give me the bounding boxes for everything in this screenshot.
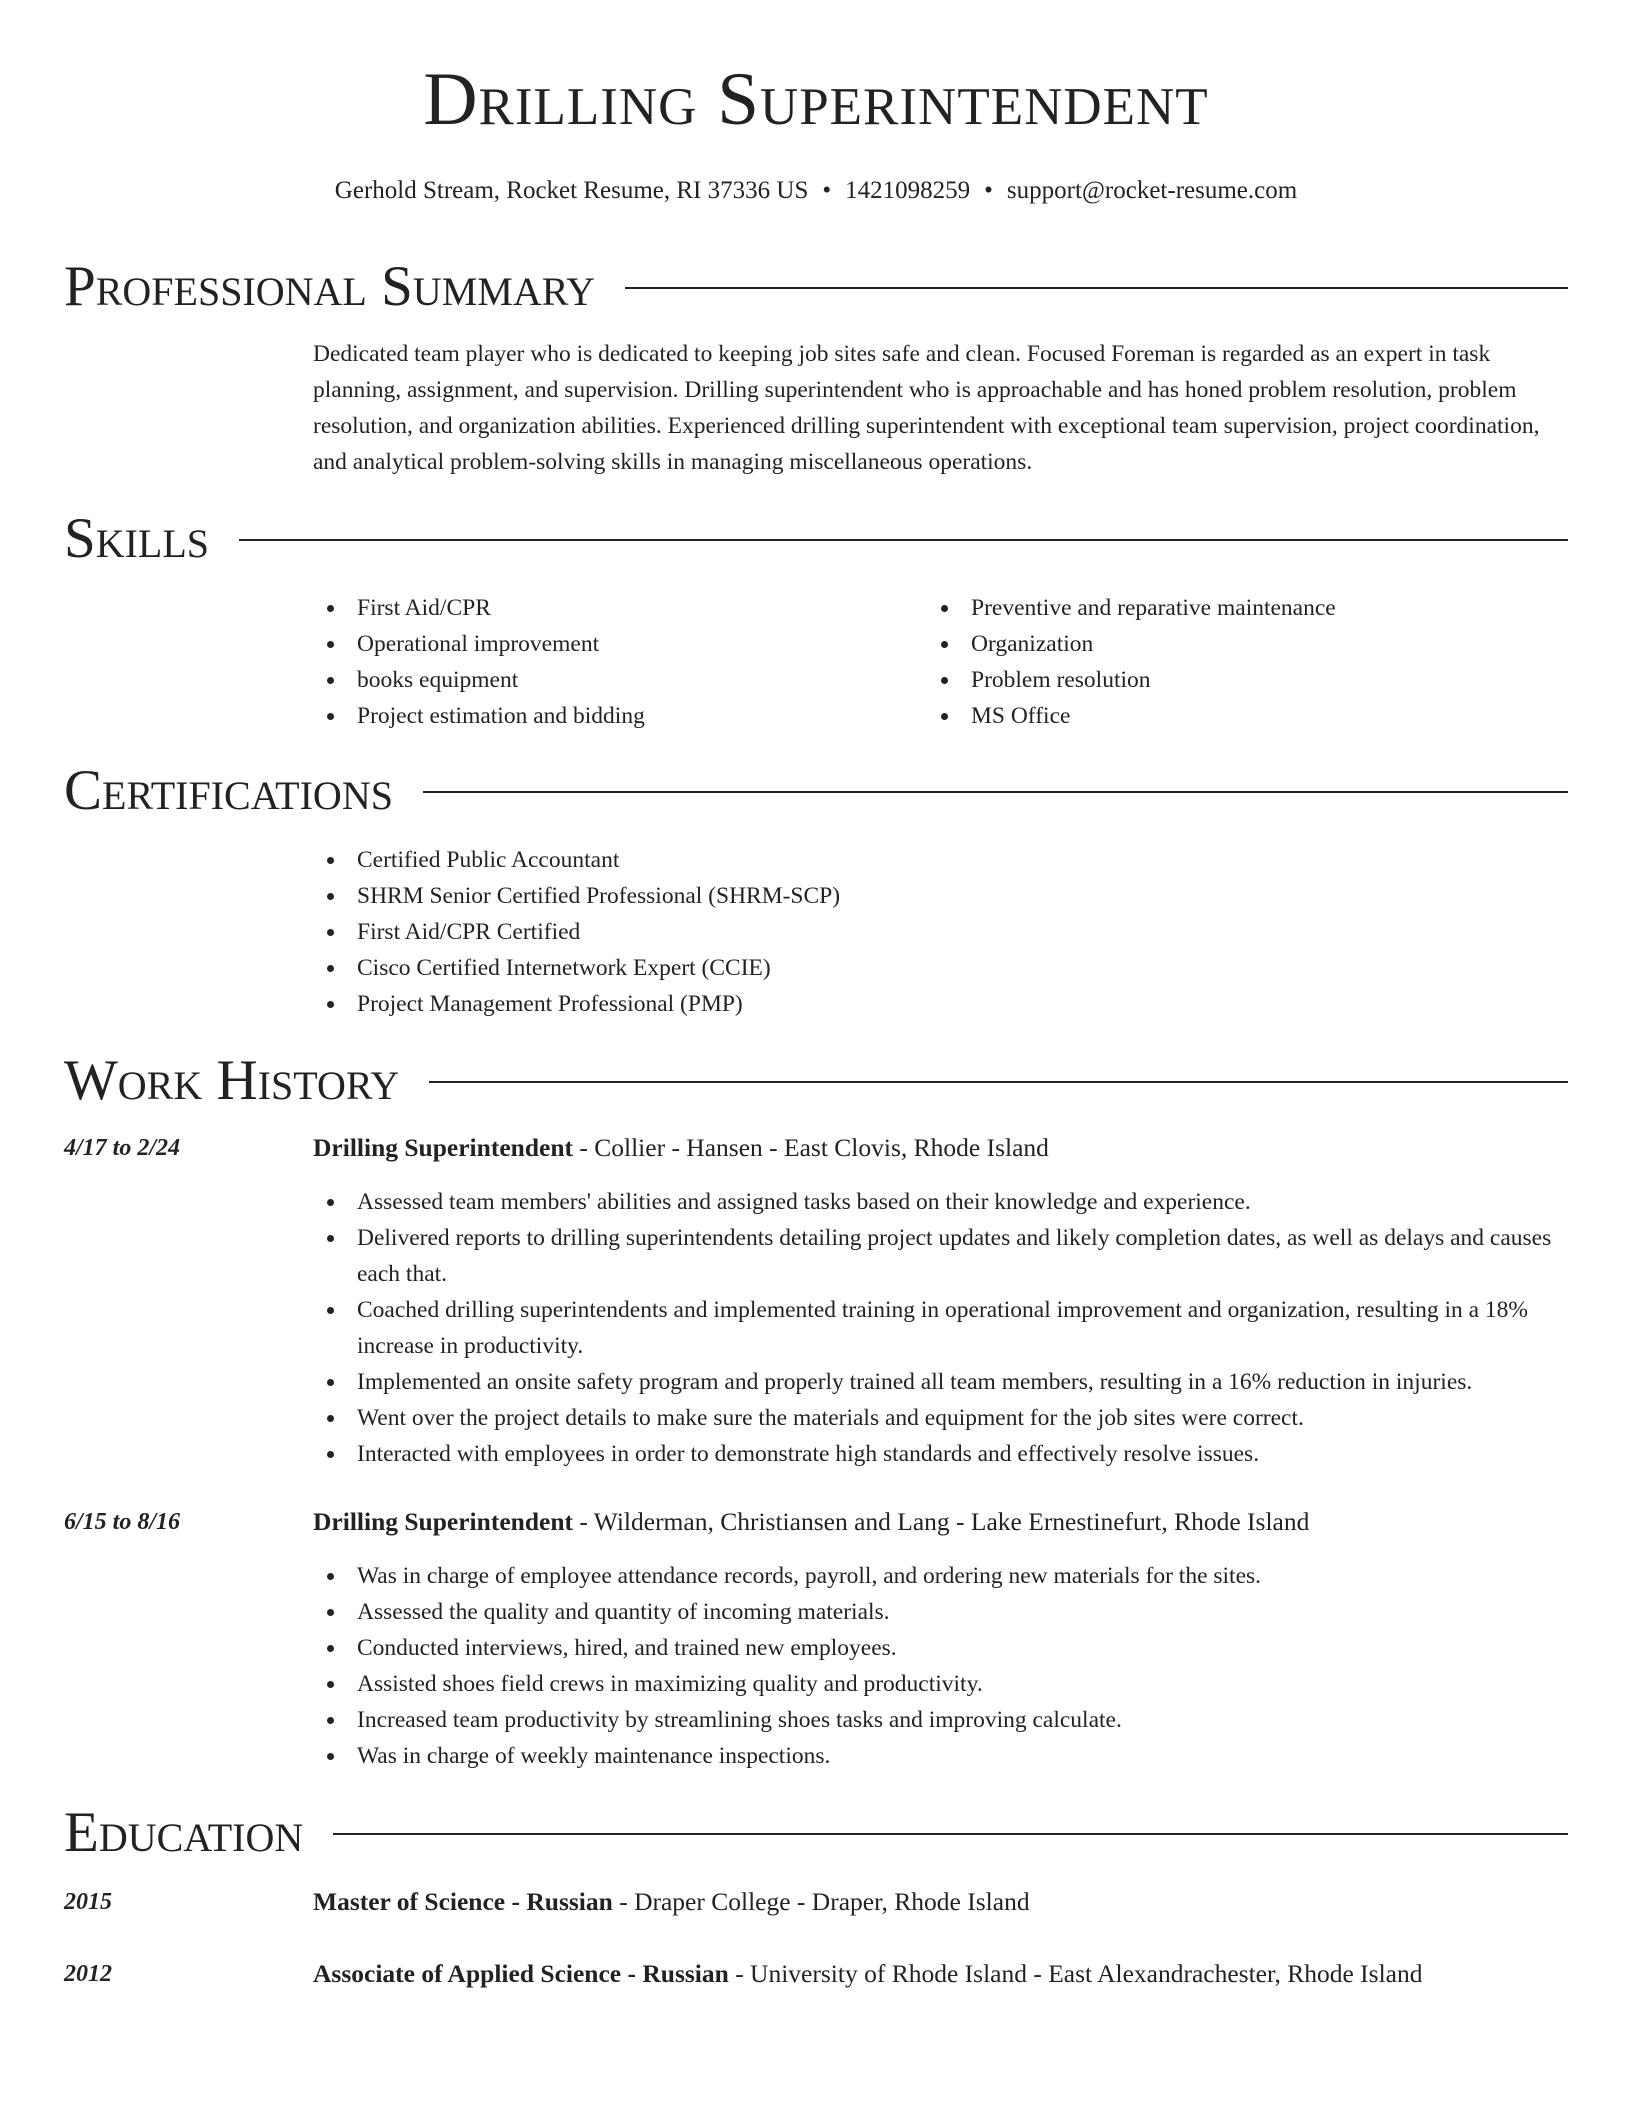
- skill-item: Preventive and reparative maintenance: [927, 590, 1567, 626]
- section-divider: [423, 791, 1568, 793]
- skills-list-right: [927, 590, 1567, 734]
- degree: Master of Science - Russian: [313, 1887, 613, 1916]
- summary-text: Dedicated team player who is dedicated to keeping job sites safe and clean. Focused Foreman is regarded as an expert in task planning, assignment, and supervision. Drilling superintendent who is approachable and has honed problem resolution, problem resolution, and organization abilities. Experienced drilling superintendent with exceptional team supervision, project coordination, and analytical problem-solving skills in managing miscellaneous operations.: [313, 341, 1540, 475]
- education-entry: [313, 1956, 1569, 1992]
- certification-item: SHRM Senior Certified Professional (SHRM-SCP): [313, 878, 1569, 914]
- section-divider: [239, 539, 1568, 541]
- section-divider: [333, 1833, 1568, 1835]
- job-title: Drilling Superintendent: [313, 1507, 573, 1536]
- address: Gerhold Stream, Rocket Resume, RI 37336 US: [334, 177, 809, 204]
- contact-line: [0, 176, 1632, 206]
- degree: Associate of Applied Science - Russian: [313, 1959, 729, 1988]
- job-duty: Increased team productivity by streamlining shoes tasks and improving calculate.: [313, 1702, 1569, 1738]
- section-title-education: Education: [64, 1800, 304, 1864]
- skill-item: MS Office: [927, 698, 1567, 734]
- section-divider: [625, 287, 1568, 289]
- section-title-summary: Professional Summary: [64, 254, 596, 318]
- school-location: - University of Rhode Island - East Alexandrachester, Rhode Island: [728, 1959, 1423, 1988]
- skill-item: Problem resolution: [927, 662, 1567, 698]
- job-duty: Interacted with employees in order to demonstrate high standards and effectively resolve issues.: [313, 1436, 1569, 1472]
- job-duty: Coached drilling superintendents and implemented training in operational improvement and organization, resulting in a 18% increase in productivity.: [313, 1292, 1569, 1364]
- email-link[interactable]: support@rocket-resume.com: [1006, 177, 1298, 204]
- separator-dot: •: [984, 177, 993, 204]
- separator-dot: •: [822, 177, 832, 204]
- job-duty: Conducted interviews, hired, and trained new employees.: [313, 1630, 1569, 1666]
- job-heading: [313, 1130, 1569, 1166]
- education-year: 2012: [64, 1961, 112, 1987]
- certifications-list: [313, 842, 1569, 1022]
- certification-item: Cisco Certified Internetwork Expert (CCIE): [313, 950, 1569, 986]
- job-duty: Assisted shoes field crews in maximizing quality and productivity.: [313, 1666, 1569, 1702]
- certifications-section-header: [64, 760, 1568, 820]
- job-duty: Delivered reports to drilling superintendents detailing project updates and likely completion dates, as well as delays and causes each that.: [313, 1220, 1569, 1292]
- summary-section-header: [64, 256, 1568, 316]
- skill-item: books equipment: [313, 662, 913, 698]
- certification-item: Certified Public Accountant: [313, 842, 1569, 878]
- skill-item: First Aid/CPR: [313, 590, 913, 626]
- phone: 1421098259: [845, 177, 971, 204]
- job-duty: Was in charge of weekly maintenance inspections.: [313, 1738, 1569, 1774]
- job-employer-location: - Wilderman, Christiansen and Lang - Lake Ernestinefurt, Rhode Island: [573, 1507, 1310, 1536]
- certification-item: First Aid/CPR Certified: [313, 914, 1569, 950]
- skill-item: Operational improvement: [313, 626, 913, 662]
- job-dates: 6/15 to 8/16: [64, 1509, 181, 1535]
- job-heading: [313, 1504, 1569, 1540]
- skills-list-left: [313, 590, 913, 734]
- education-entry: [313, 1884, 1569, 1920]
- candidate-name: Drilling Superintendent: [423, 58, 1209, 141]
- job-duty: Assessed the quality and quantity of incoming materials.: [313, 1594, 1569, 1630]
- job-duty: Went over the project details to make sure the materials and equipment for the job sites were correct.: [313, 1400, 1569, 1436]
- section-title-certifications: Certifications: [64, 758, 393, 822]
- job-duty: Assessed team members' abilities and assigned tasks based on their knowledge and experience.: [313, 1184, 1569, 1220]
- job-dates: 4/17 to 2/24: [64, 1135, 181, 1161]
- section-divider: [429, 1081, 1568, 1083]
- job-employer-location: - Collier - Hansen - East Clovis, Rhode Island: [573, 1133, 1049, 1162]
- certification-item: Project Management Professional (PMP): [313, 986, 1569, 1022]
- job-title: Drilling Superintendent: [313, 1133, 573, 1162]
- work-history-section-header: [64, 1050, 1568, 1110]
- job-duties-list: [313, 1184, 1569, 1472]
- education-section-header: [64, 1802, 1568, 1862]
- job-duty: Implemented an onsite safety program and properly trained all team members, resulting in a 16% reduction in injuries.: [313, 1364, 1569, 1400]
- section-title-work-history: Work History: [64, 1048, 400, 1112]
- education-year: 2015: [64, 1889, 112, 1915]
- skill-item: Project estimation and bidding: [313, 698, 913, 734]
- school-location: - Draper College - Draper, Rhode Island: [612, 1887, 1030, 1916]
- skills-section-header: [64, 508, 1568, 568]
- section-title-skills: Skills: [64, 506, 210, 570]
- job-duty: Was in charge of employee attendance records, payroll, and ordering new materials for the sites.: [313, 1558, 1569, 1594]
- job-duties-list: [313, 1558, 1569, 1774]
- skill-item: Organization: [927, 626, 1567, 662]
